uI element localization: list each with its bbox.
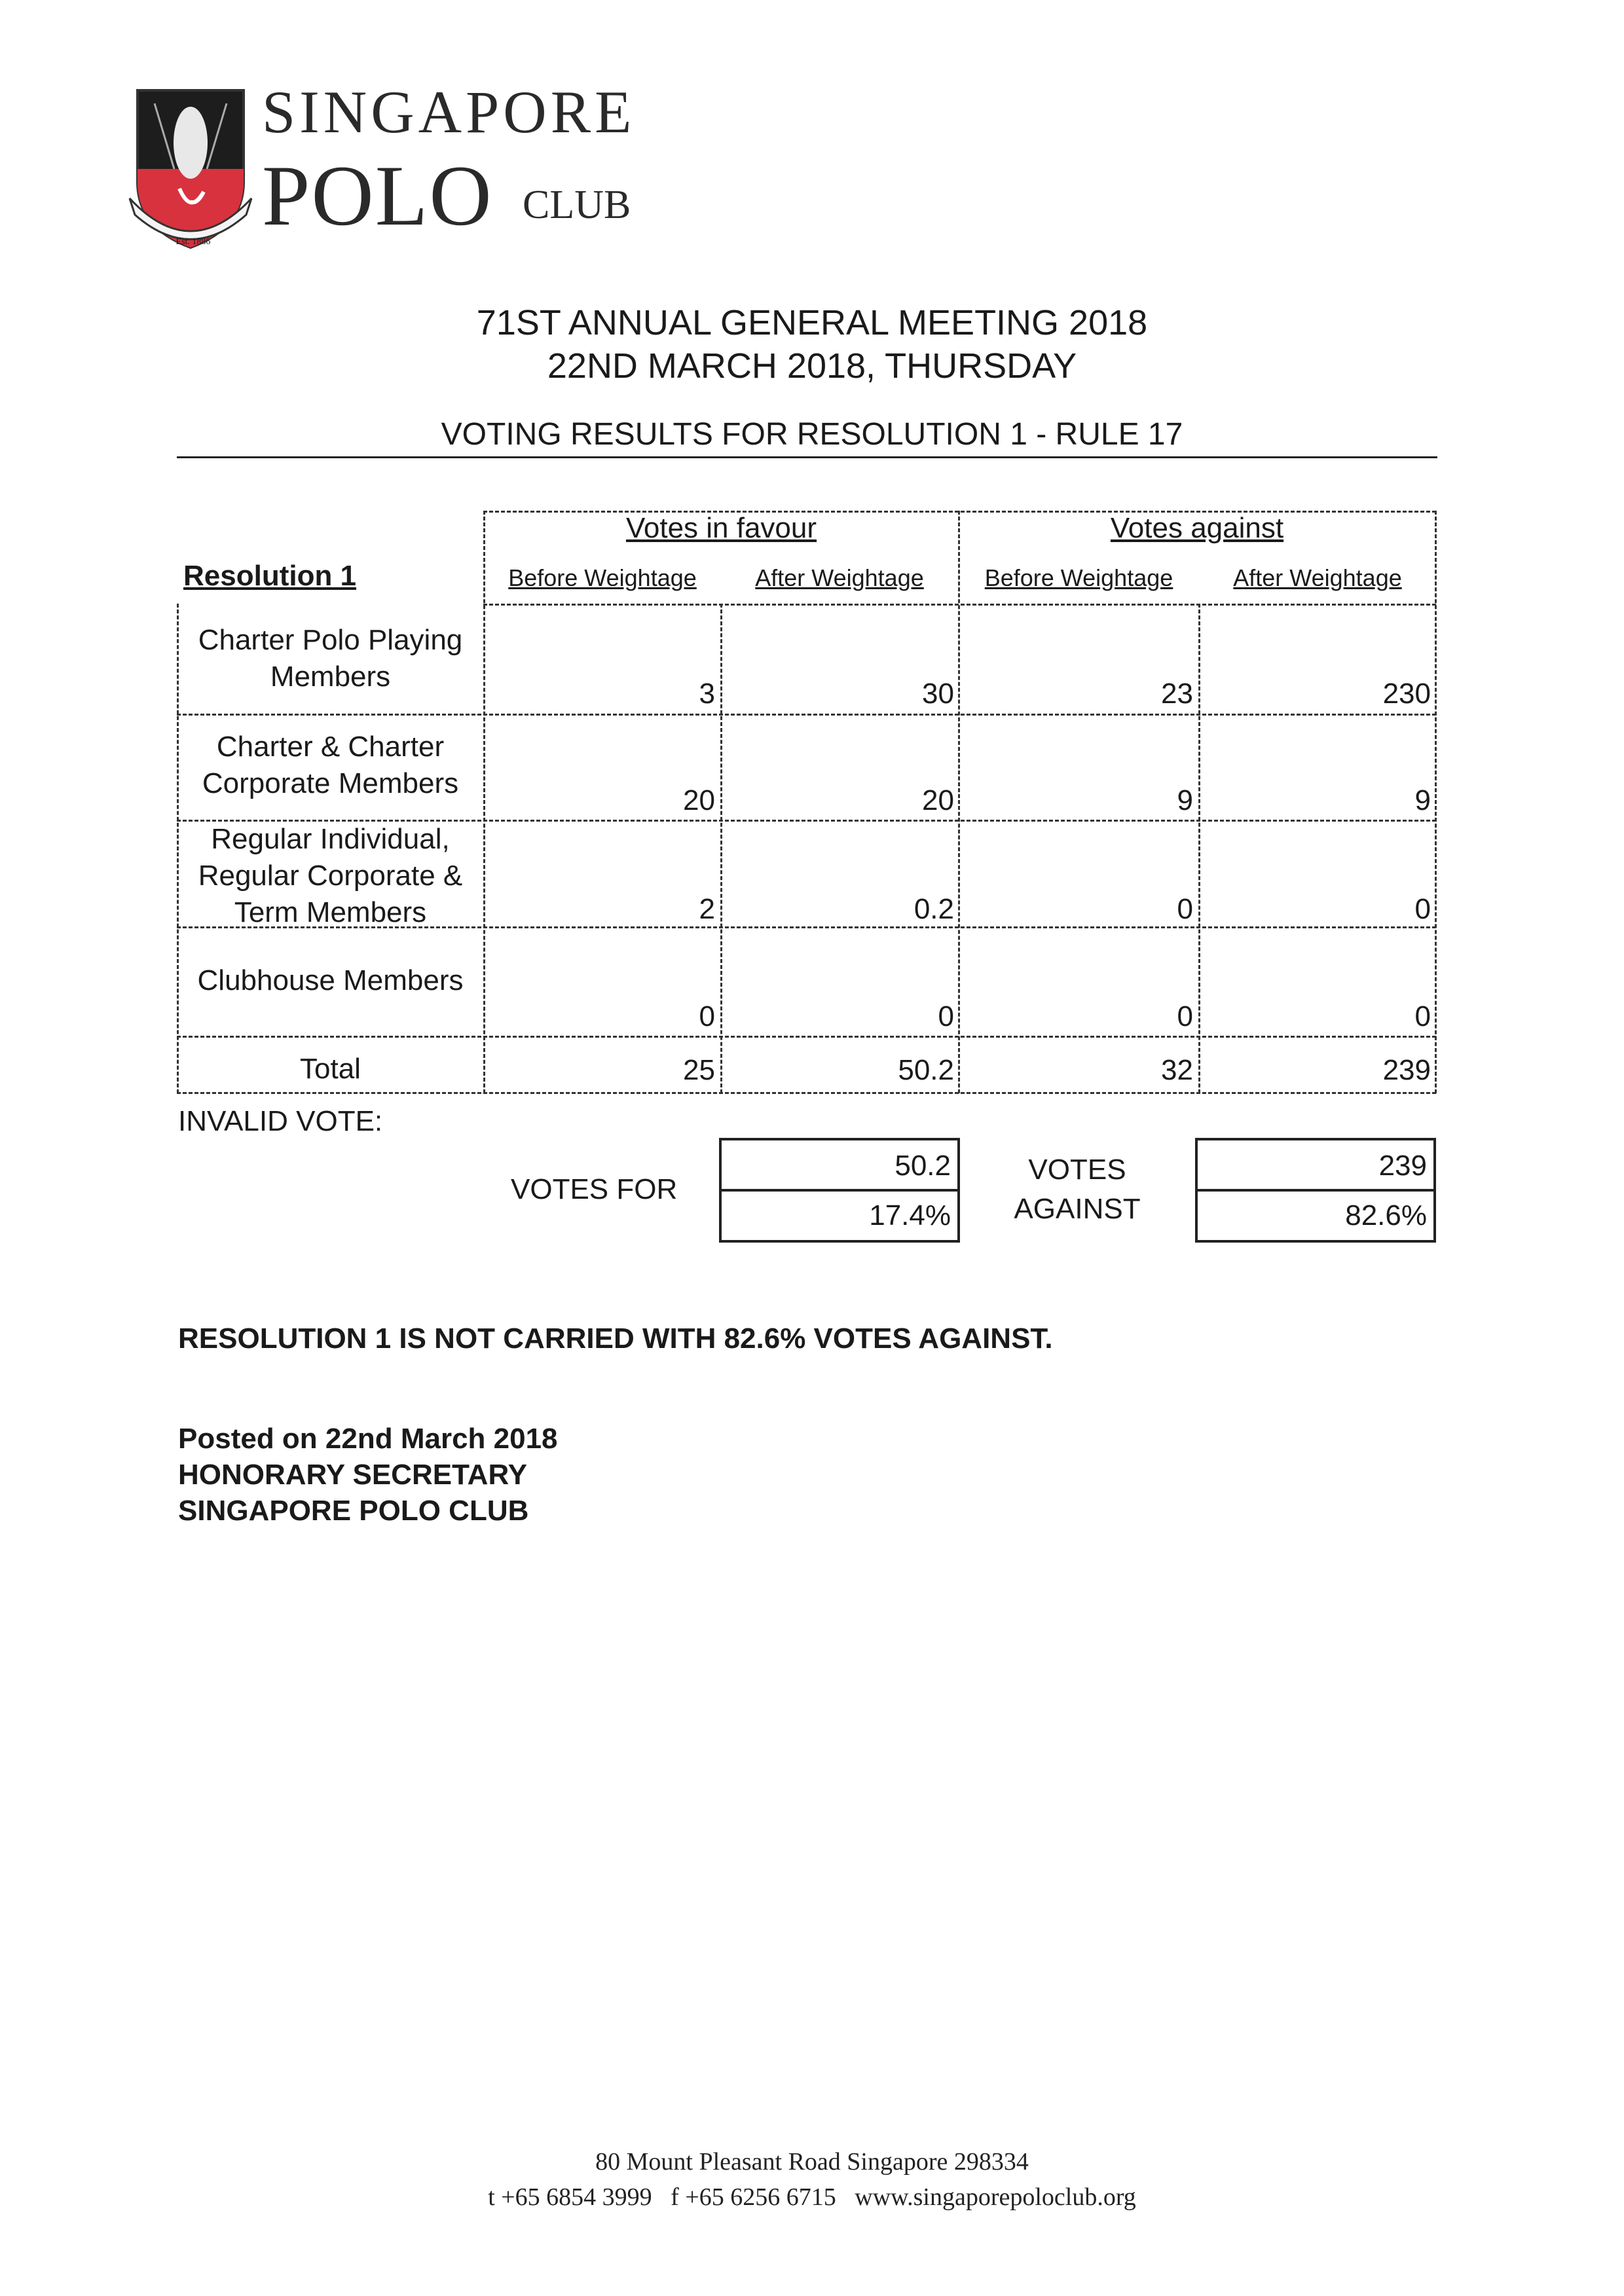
table-cell: 0 <box>1414 893 1431 925</box>
table-border <box>720 604 722 1093</box>
table-cell: 20 <box>922 784 954 816</box>
wordmark-line-1: SINGAPORE <box>262 79 636 145</box>
table-cell: 2 <box>699 893 715 925</box>
subheader-against-before: Before Weightage <box>984 564 1173 591</box>
resolution-header: Resolution 1 <box>183 560 357 592</box>
votes-for-percent: 17.4% <box>869 1199 951 1231</box>
wordmark-line-3: CLUB <box>523 183 631 227</box>
table-border <box>1198 604 1200 1093</box>
wordmark-line-2: POLO <box>262 147 493 244</box>
subheader-against-after: After Weightage <box>1233 564 1402 591</box>
votes-for-label: VOTES FOR <box>511 1173 678 1205</box>
footer-contact: t +65 6854 3999 f +65 6256 6715 www.singaporepoloclub.org <box>488 2183 1136 2211</box>
table-cell: 0 <box>938 1000 954 1032</box>
votes-for-value: 50.2 <box>895 1150 951 1182</box>
subheader-favour-after: After Weightage <box>755 564 924 591</box>
votes-against-value: 239 <box>1378 1150 1427 1182</box>
signoff-role: HONORARY SECRETARY <box>178 1459 527 1491</box>
table-cell: 50.2 <box>898 1054 954 1086</box>
subheader-favour-before: Before Weightage <box>508 564 697 591</box>
club-crest-logo <box>128 84 253 254</box>
table-border <box>177 1036 1436 1038</box>
footer-address: 80 Mount Pleasant Road Singapore 298334 <box>595 2148 1029 2176</box>
votes-against-box <box>1195 1138 1436 1243</box>
voting-results-subtitle: VOTING RESULTS FOR RESOLUTION 1 - RULE 17 <box>441 417 1183 452</box>
table-border <box>1435 511 1437 1093</box>
row-label-clubhouse: Clubhouse Members <box>197 964 464 996</box>
table-cell: 23 <box>1161 678 1193 710</box>
crest-caption: Est. 1886 <box>175 237 211 247</box>
meeting-title: 71ST ANNUAL GENERAL MEETING 2018 <box>476 303 1148 342</box>
table-border <box>177 714 1436 716</box>
table-cell: 0 <box>1414 1000 1431 1032</box>
row-label-charter-corporate: Charter & Charter Corporate Members <box>202 731 459 799</box>
table-cell: 230 <box>1382 678 1431 710</box>
result-statement: RESOLUTION 1 IS NOT CARRIED WITH 82.6% VOTES AGAINST. <box>178 1322 1053 1355</box>
table-cell: 9 <box>1414 784 1431 816</box>
title-rule <box>177 456 1437 458</box>
table-cell: 239 <box>1382 1054 1431 1086</box>
votes-against-label-1: VOTES <box>1028 1154 1126 1186</box>
table-cell: 0 <box>1177 893 1193 925</box>
row-label-regular: Regular Individual, Regular Corporate & Term Members <box>198 823 463 928</box>
table-cell: 0 <box>1177 1000 1193 1032</box>
votes-against-percent: 82.6% <box>1345 1199 1427 1231</box>
table-cell: 25 <box>683 1054 715 1086</box>
table-border <box>177 1092 1436 1094</box>
row-label-charter-polo: Charter Polo Playing Members <box>198 624 463 693</box>
table-cell: 30 <box>922 678 954 710</box>
invalid-vote-label: INVALID VOTE: <box>178 1105 383 1137</box>
signoff-org: SINGAPORE POLO CLUB <box>178 1495 529 1527</box>
table-cell: 0 <box>699 1000 715 1032</box>
table-cell: 32 <box>1161 1054 1193 1086</box>
group-header-against: Votes against <box>1110 512 1284 544</box>
table-cell: 9 <box>1177 784 1193 816</box>
table-cell: 3 <box>699 678 715 710</box>
table-cell: 0.2 <box>913 893 954 925</box>
posted-date: Posted on 22nd March 2018 <box>178 1423 558 1455</box>
row-label-total: Total <box>300 1053 361 1085</box>
table-cell: 20 <box>683 784 715 816</box>
meeting-date: 22ND MARCH 2018, THURSDAY <box>547 346 1077 386</box>
votes-against-label-2: AGAINST <box>1014 1193 1141 1225</box>
group-header-favour: Votes in favour <box>625 512 817 544</box>
votes-for-box <box>719 1138 960 1243</box>
table-border <box>483 511 485 1093</box>
table-border <box>958 511 960 1093</box>
